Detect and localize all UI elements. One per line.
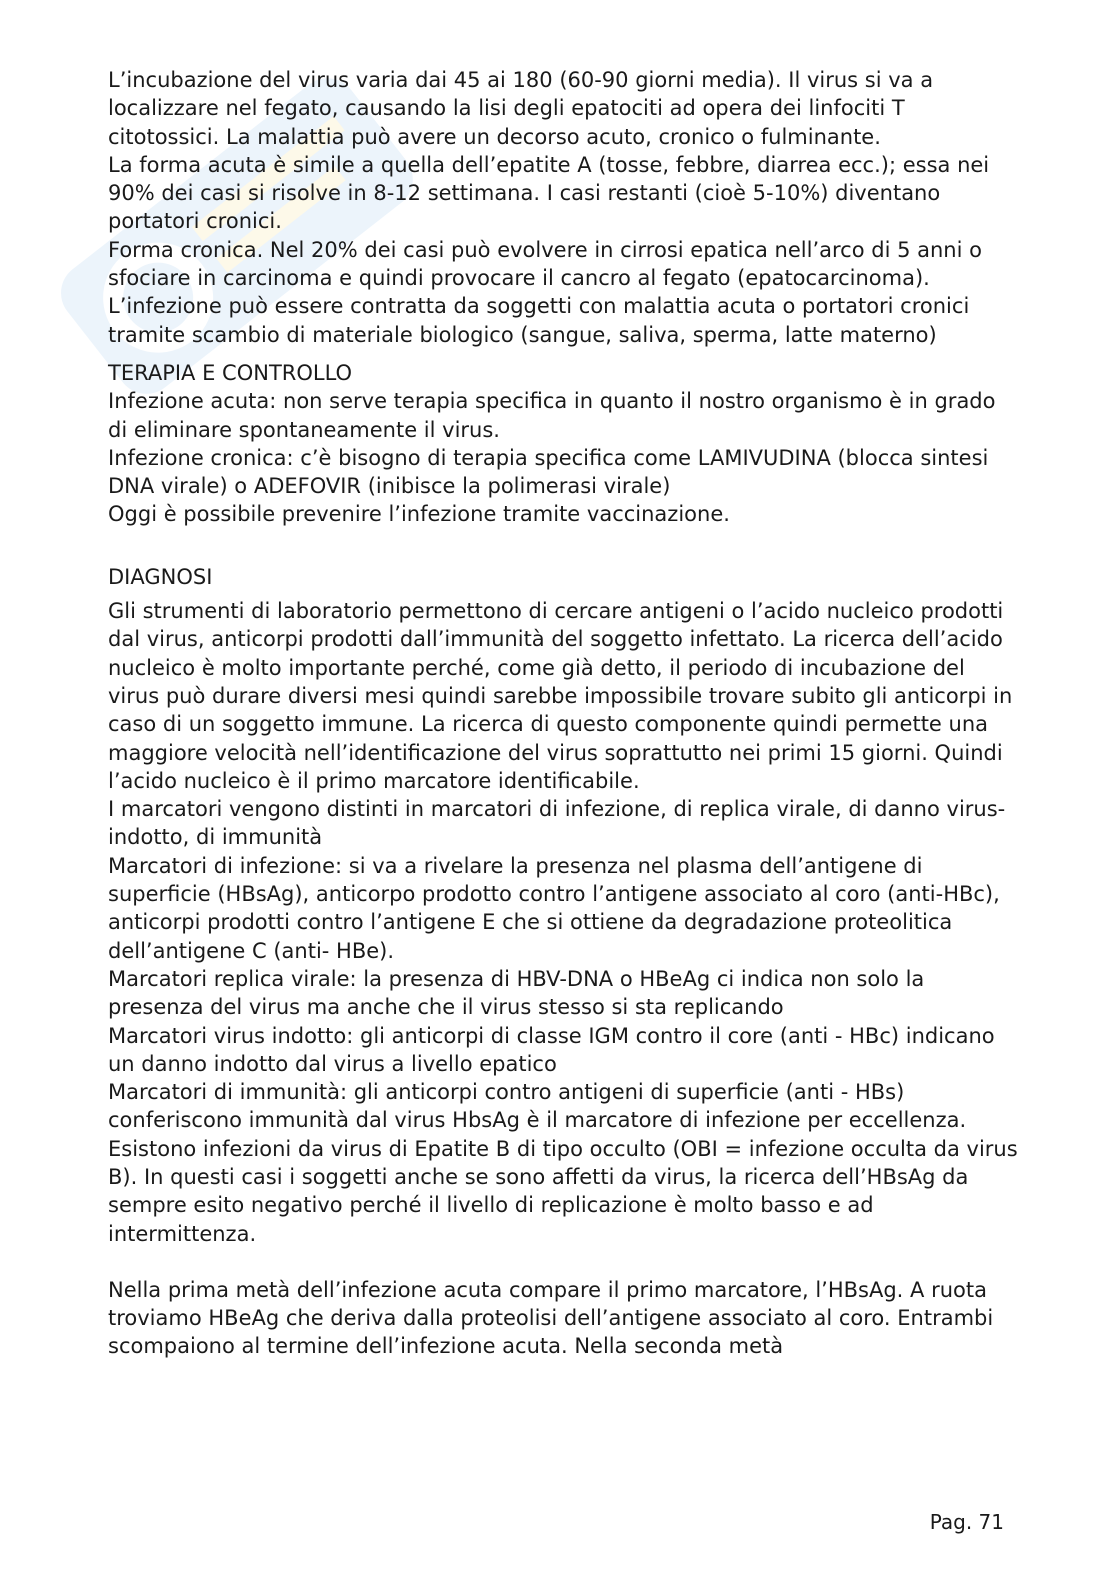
paragraph: La forma acuta è simile a quella dell’epatite A (tosse, febbre, diarrea ecc.); essa nei 90% dei casi si risolve in 8-12 settimana. I casi restanti (cioè 5-10%) diventano portatori cronici. (108, 152, 990, 234)
paragraph: Infezione acuta: non serve terapia specifica in quanto il nostro organismo è in grado di eliminare spontaneamente il virus. (108, 389, 996, 442)
section-heading-diagnosis: DIAGNOSI (108, 564, 213, 589)
paragraph: Marcatori di immunità: gli anticorpi contro antigeni di superficie (anti - HBs) conferiscono immunità dal virus HbsAg è il marcatore di infezione per eccellenza. (108, 1080, 967, 1133)
paragraph: I marcatori vengono distinti in marcatori di infezione, di replica virale, di danno virus-indotto, di immunità (108, 797, 1006, 850)
paragraph: Oggi è possibile prevenire l’infezione tramite vaccinazione. (108, 502, 730, 527)
paragraph: Marcatori di infezione: si va a rivelare la presenza nel plasma dell’antigene di superficie (HBsAg), anticorpo prodotto contro l’antigene associato al coro (anti-HBc), anticorpi prodotti contro l’antigene E che si ottiene da degradazione proteolitica dell’antigene C (anti- HBe). (108, 853, 1000, 963)
paragraph: L’incubazione del virus varia dai 45 ai 180 (60-90 giorni media). Il virus si va a localizzare nel fegato, causando la lisi degli epatociti ad opera dei linfociti T citotossici. La malattia può avere un decorso acuto, cronico o fulminante. (108, 68, 934, 149)
paragraph: L’infezione può essere contratta da soggetti con malattia acuta o portatori cronici tramite scambio di materiale biologico (sangue, saliva, sperma, latte materno) (108, 294, 970, 347)
paragraph: Forma cronica. Nel 20% dei casi può evolvere in cirrosi epatica nell’arco di 5 anni o sfociare in carcinoma e quindi provocare il cancro al fegato (epatocarcinoma). (108, 237, 982, 291)
paragraph: Gli strumenti di laboratorio permettono di cercare antigeni o l’acido nucleico prodotti dal virus, anticorpi prodotti dall’immunità del soggetto infettato. La ricerca dell’acido nucleico è molto importante perché, come già detto, il periodo di incubazione del virus può durare diversi mesi quindi sarebbe impossibile trovare subito gli anticorpi in caso di un soggetto immune. La ricerca di questo componente quindi permette una maggiore velocità nell’identificazione del virus soprattutto nei primi 15 giorni. Quindi l’acido nucleico è il primo marcatore identificabile. (108, 599, 1013, 793)
document-body (108, 66, 1018, 1361)
page-number: Pag. 71 (929, 1510, 1004, 1534)
paragraph: Infezione cronica: c’è bisogno di terapia specifica come LAMIVUDINA (blocca sintesi DNA virale) o ADEFOVIR (inibisce la polimerasi virale) (108, 445, 989, 499)
paragraph: Marcatori replica virale: la presenza di HBV-DNA o HBeAg ci indica non solo la presenza del virus ma anche che il virus stesso si sta replicando (108, 966, 925, 1020)
paragraph: Nella prima metà dell’infezione acuta compare il primo marcatore, l’HBsAg. A ruota troviamo HBeAg che deriva dalla proteolisi dell’antigene associato al coro. Entrambi scompaiono al termine dell’infezione acuta. Nella seconda metà (108, 1277, 994, 1359)
section-heading-therapy: TERAPIA E CONTROLLO (108, 360, 353, 385)
paragraph: Marcatori virus indotto: gli anticorpi di classe IGM contro il core (anti - HBc) indicano un danno indotto dal virus a livello epatico (108, 1023, 995, 1076)
paragraph: Esistono infezioni da virus di Epatite B di tipo occulto (OBI = infezione occulta da virus B). In questi casi i soggetti anche se sono affetti da virus, la ricerca dell’HBsAg da sempre esito negativo perché il livello di replicazione è molto basso e ad intermittenza. (108, 1136, 1018, 1246)
